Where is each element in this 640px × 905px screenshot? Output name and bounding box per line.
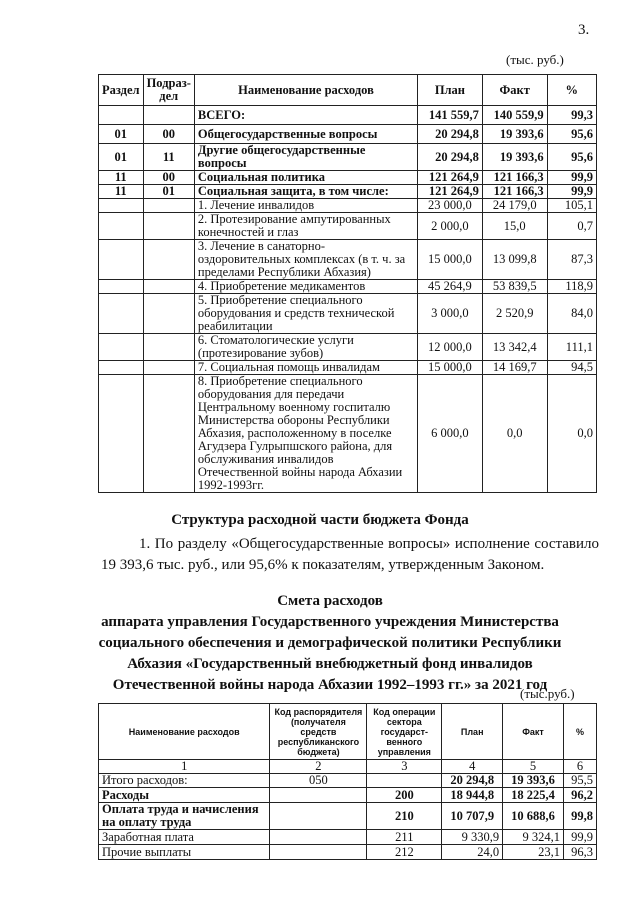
fact-cell: 19 393,6 [482, 125, 547, 144]
index-cell: 1 [99, 760, 270, 774]
fact-cell: 2 520,9 [482, 294, 547, 334]
plan-cell: 45 264,9 [418, 280, 483, 294]
name-cell: 1. Лечение инвалидов [194, 199, 417, 213]
name-cell: 5. Приобретение специального оборудования и средств технической реабилитации [194, 294, 417, 334]
table-row [99, 845, 597, 860]
table-row [99, 361, 597, 375]
plan-cell: 3 000,0 [418, 294, 483, 334]
podrazdel-cell [143, 361, 194, 375]
name-cell: Другие общегосударственные вопросы [194, 144, 417, 171]
percent-cell: 96,3 [563, 845, 596, 860]
page-number: 3. [578, 22, 590, 38]
percent-cell: 105,1 [547, 199, 596, 213]
plan-cell: 10 707,9 [442, 803, 503, 830]
plan-cell: 2 000,0 [418, 213, 483, 240]
percent-cell: 95,5 [563, 774, 596, 788]
fact-cell: 19 393,6 [503, 774, 564, 788]
name-cell: Прочие выплаты [99, 845, 270, 860]
header-fact: Факт [503, 704, 564, 760]
name-cell: 3. Лечение в санаторно-оздоровительных комплексах (в т. ч. за пределами Республики Абхазия) [194, 240, 417, 280]
name-cell: 2. Протезирование ампутированных конечностей и глаз [194, 213, 417, 240]
plan-cell: 9 330,9 [442, 830, 503, 845]
razdel-cell [99, 280, 144, 294]
podrazdel-cell [143, 240, 194, 280]
podrazdel-cell [143, 213, 194, 240]
percent-cell: 99,9 [547, 185, 596, 199]
section-title: Структура расходной части бюджета Фонда [171, 512, 469, 528]
plan-cell: 141 559,7 [418, 106, 483, 125]
paragraph: 1. По разделу «Общегосударственные вопросы» исполнение составило 19 393,6 тыс. руб., или 95,6% к показателям, утвержденным Законом. [101, 536, 599, 573]
percent-cell: 0,7 [547, 213, 596, 240]
percent-cell: 95,6 [547, 144, 596, 171]
plan-cell: 24,0 [442, 845, 503, 860]
plan-cell: 121 264,9 [418, 185, 483, 199]
podrazdel-cell [143, 106, 194, 125]
code-operation-cell: 210 [367, 803, 442, 830]
razdel-cell [99, 334, 144, 361]
units-label-bottom: (тыс.руб.) [520, 686, 575, 701]
table-row [99, 375, 597, 493]
razdel-cell [99, 294, 144, 334]
razdel-cell [99, 375, 144, 493]
estimate-title-line: Смета расходов [277, 593, 383, 609]
index-cell: 4 [442, 760, 503, 774]
table-row [99, 125, 597, 144]
header-percent: % [563, 704, 596, 760]
code-recipient-cell [270, 788, 367, 803]
header-plan: План [442, 704, 503, 760]
estimate-title-line: Отечественной войны народа Абхазии 1992–1993 гг.» за 2021 год [112, 677, 548, 693]
plan-cell: 6 000,0 [418, 375, 483, 493]
fact-cell: 18 225,4 [503, 788, 564, 803]
percent-cell: 94,5 [547, 361, 596, 375]
table-row [99, 144, 597, 171]
estimate-title [80, 591, 580, 696]
razdel-cell [99, 213, 144, 240]
razdel-cell [99, 240, 144, 280]
header-code-recipient: Код распорядителя (получателя средств республиканского бюджета) [270, 704, 367, 760]
header-plan: План [418, 75, 483, 106]
percent-cell: 99,9 [547, 171, 596, 185]
razdel-cell [99, 199, 144, 213]
header-code-operation: Код операции сектора государст-венного управления [367, 704, 442, 760]
header-podrazdel: Подраз-дел [143, 75, 194, 106]
estimate-table [98, 703, 597, 860]
header-percent: % [547, 75, 596, 106]
code-recipient-cell: 050 [270, 774, 367, 788]
name-cell: Социальная защита, в том числе: [194, 185, 417, 199]
fact-cell: 15,0 [482, 213, 547, 240]
header-fact: Факт [482, 75, 547, 106]
name-cell: Социальная политика [194, 171, 417, 185]
plan-cell: 15 000,0 [418, 240, 483, 280]
estimate-title-line: Абхазия «Государственный внебюджетный фонд инвалидов [127, 656, 533, 672]
name-cell: ВСЕГО: [194, 106, 417, 125]
fact-cell: 0,0 [482, 375, 547, 493]
name-cell: Оплата труда и начисления на оплату труда [99, 803, 270, 830]
table-row [99, 803, 597, 830]
table-row [99, 774, 597, 788]
fact-cell: 140 559,9 [482, 106, 547, 125]
table-row [99, 294, 597, 334]
code-operation-cell [367, 774, 442, 788]
percent-cell: 96,2 [563, 788, 596, 803]
estimate-title-line: аппарата управления Государственного учреждения Министерства [101, 614, 559, 630]
percent-cell: 99,3 [547, 106, 596, 125]
header-name: Наименование расходов [99, 704, 270, 760]
header-razdel: Раздел [99, 75, 144, 106]
plan-cell: 12 000,0 [418, 334, 483, 361]
index-row [99, 760, 597, 774]
plan-cell: 15 000,0 [418, 361, 483, 375]
name-cell: 7. Социальная помощь инвалидам [194, 361, 417, 375]
table-row [99, 185, 597, 199]
header-name: Наименование расходов [194, 75, 417, 106]
index-cell: 3 [367, 760, 442, 774]
index-cell: 5 [503, 760, 564, 774]
podrazdel-cell [143, 280, 194, 294]
name-cell: 6. Стоматологические услуги (протезирование зубов) [194, 334, 417, 361]
plan-cell: 20 294,8 [442, 774, 503, 788]
fact-cell: 23,1 [503, 845, 564, 860]
razdel-cell: 11 [99, 171, 144, 185]
plan-cell: 121 264,9 [418, 171, 483, 185]
plan-cell: 20 294,8 [418, 144, 483, 171]
plan-cell: 18 944,8 [442, 788, 503, 803]
table-row [99, 240, 597, 280]
fact-cell: 9 324,1 [503, 830, 564, 845]
name-cell: Итого расходов: [99, 774, 270, 788]
name-cell: Общегосударственные вопросы [194, 125, 417, 144]
table-header-row [99, 75, 597, 106]
razdel-cell: 01 [99, 144, 144, 171]
name-cell: Заработная плата [99, 830, 270, 845]
table-row [99, 106, 597, 125]
percent-cell: 99,8 [563, 803, 596, 830]
table-row [99, 280, 597, 294]
table-row [99, 171, 597, 185]
podrazdel-cell [143, 375, 194, 493]
fact-cell: 19 393,6 [482, 144, 547, 171]
name-cell: 8. Приобретение специального оборудования для передачи Центральному военному госпиталю Министерства обороны Республики Абхазия, расположенному в поселке Агудзера Гулрыпшского района, для обслуживания инвалидов Отечественной войны народа Абхазии 1992-1993гг. [194, 375, 417, 493]
percent-cell: 111,1 [547, 334, 596, 361]
percent-cell: 87,3 [547, 240, 596, 280]
razdel-cell [99, 106, 144, 125]
fact-cell: 121 166,3 [482, 185, 547, 199]
percent-cell: 118,9 [547, 280, 596, 294]
budget-execution-table [98, 74, 597, 493]
podrazdel-cell: 00 [143, 171, 194, 185]
code-recipient-cell [270, 830, 367, 845]
fact-cell: 24 179,0 [482, 199, 547, 213]
podrazdel-cell: 11 [143, 144, 194, 171]
code-operation-cell: 212 [367, 845, 442, 860]
razdel-cell: 11 [99, 185, 144, 199]
index-cell: 2 [270, 760, 367, 774]
estimate-title-line: социального обеспечения и демографической политики Республики [98, 635, 562, 651]
name-cell: Расходы [99, 788, 270, 803]
code-operation-cell: 211 [367, 830, 442, 845]
code-operation-cell: 200 [367, 788, 442, 803]
name-cell: 4. Приобретение медикаментов [194, 280, 417, 294]
fact-cell: 53 839,5 [482, 280, 547, 294]
table-row [99, 213, 597, 240]
fact-cell: 121 166,3 [482, 171, 547, 185]
table-row [99, 334, 597, 361]
podrazdel-cell [143, 334, 194, 361]
table-row [99, 199, 597, 213]
podrazdel-cell [143, 294, 194, 334]
percent-cell: 95,6 [547, 125, 596, 144]
plan-cell: 20 294,8 [418, 125, 483, 144]
razdel-cell: 01 [99, 125, 144, 144]
podrazdel-cell: 00 [143, 125, 194, 144]
fact-cell: 13 099,8 [482, 240, 547, 280]
podrazdel-cell: 01 [143, 185, 194, 199]
percent-cell: 84,0 [547, 294, 596, 334]
percent-cell: 99,9 [563, 830, 596, 845]
fact-cell: 10 688,6 [503, 803, 564, 830]
table-row [99, 788, 597, 803]
fact-cell: 13 342,4 [482, 334, 547, 361]
code-recipient-cell [270, 803, 367, 830]
podrazdel-cell [143, 199, 194, 213]
plan-cell: 23 000,0 [418, 199, 483, 213]
index-cell: 6 [563, 760, 596, 774]
table-row [99, 830, 597, 845]
percent-cell: 0,0 [547, 375, 596, 493]
razdel-cell [99, 361, 144, 375]
units-label-top: (тыс. руб.) [506, 52, 564, 67]
fact-cell: 14 169,7 [482, 361, 547, 375]
code-recipient-cell [270, 845, 367, 860]
table-header-row [99, 704, 597, 760]
